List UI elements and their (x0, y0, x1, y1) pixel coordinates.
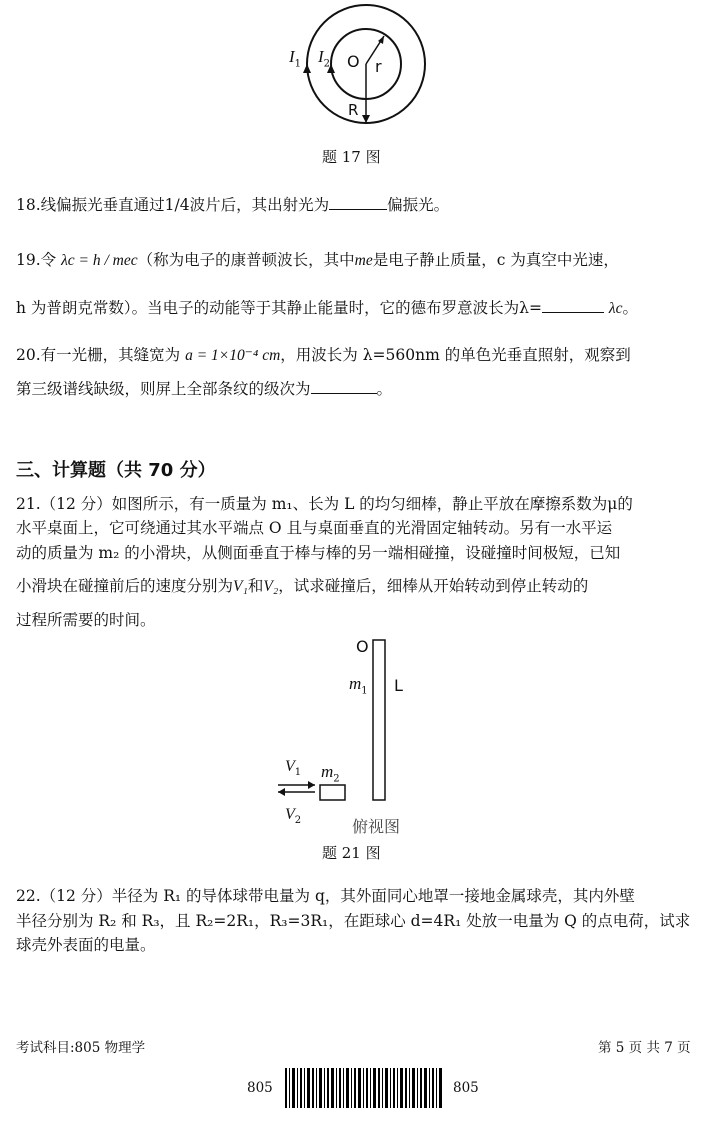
slit-width-formula: a = 1×10⁻⁴ cm (185, 347, 281, 364)
fig21-label-v1: $V_1$ (285, 758, 302, 779)
rod (373, 640, 385, 800)
footer-subject: 考试科目:805 物理学 (16, 1040, 146, 1056)
compton-formula: λc = h / mec (61, 252, 138, 269)
question-21-line-5: 过程所需要的时间。 (16, 611, 156, 629)
question-21-line-4: 小滑块在碰撞前后的速度分别为V₁和V₂，试求碰撞后，细棒从开始转动到停止转动的 (16, 577, 589, 595)
fig21-label-m2: $m_2$ (321, 762, 340, 785)
footer-page-number: 第 5 页 共 7 页 (598, 1040, 691, 1056)
fig21-label-view: 俯视图 (352, 817, 401, 836)
figure-21-diagram (270, 630, 420, 810)
barcode-left-number: 805 (247, 1080, 273, 1096)
fig21-label-o: O (356, 637, 369, 656)
question-22-line-3: 球壳外表面的电量。 (16, 936, 156, 954)
fig21-label-v2: $V_2$ (285, 806, 302, 827)
slider-block (320, 785, 345, 800)
figure-17-caption: 题 17 图 (322, 148, 381, 166)
question-22-line-1: 22.（12 分）半径为 R₁ 的导体球带电量为 q，其外面同心地罩一接地金属球壳，其内外壁 (16, 887, 635, 905)
fig21-label-L: L (394, 676, 403, 695)
fig17-label-i2: $I_2$ (318, 47, 331, 70)
barcode (285, 1068, 445, 1108)
question-21-line-1: 21.（12 分）如图所示，有一质量为 m₁、长为 L 的均匀细棒，静止平放在摩擦系数为μ的 (16, 495, 633, 513)
barcode-right-number: 805 (453, 1080, 479, 1096)
section-3-heading: 三、计算题（共 70 分） (16, 460, 216, 481)
fig17-label-R: R (348, 101, 359, 119)
question-20-line-2: 第三级谱线缺级，则屏上全部条纹的级次为 。 (16, 377, 392, 399)
question-19-line-2: h 为普朗克常数）。当电子的动能等于其静止能量时，它的德布罗意波长为λ= λc。 (16, 296, 638, 319)
answer-blank-20[interactable] (311, 377, 377, 394)
current-arrow-1 (303, 64, 311, 73)
fig21-label-m1: $m_1$ (349, 674, 368, 697)
fig17-label-o: O (347, 52, 360, 71)
fig17-label-i1: $I_1$ (289, 47, 302, 70)
question-20-line-1: 20.有一光栅，其缝宽为 a = 1×10⁻⁴ cm，用波长为 λ=560nm 的单色光垂直照射，观察到 (16, 346, 631, 364)
question-21-line-3: 动的质量为 m₂ 的小滑块，从侧面垂直于棒与棒的另一端相碰撞，设碰撞时间极短，已知 (16, 544, 621, 562)
fig17-label-r: r (375, 57, 382, 76)
answer-blank-18[interactable] (329, 193, 387, 210)
figure-21-caption: 题 21 图 (322, 844, 381, 862)
question-19-line-1: 19.令 λc = h / mec（称为电子的康普顿波长，其中me是电子静止质量，c 为真空中光速， (16, 251, 619, 269)
question-18: 18.线偏振光垂直通过1/4波片后，其出射光为 偏振光。 (16, 193, 449, 215)
question-21-line-2: 水平桌面上，它可绕通过其水平端点 O 且与桌面垂直的光滑固定轴转动。另有一水平运 (16, 519, 613, 537)
answer-blank-19[interactable] (542, 296, 604, 313)
question-22-line-2: 半径分别为 R₂ 和 R₃，且 R₂=2R₁，R₃=3R₁，在距球心 d=4R₁ 处放一电量为 Q 的点电荷，试求 (16, 912, 691, 930)
